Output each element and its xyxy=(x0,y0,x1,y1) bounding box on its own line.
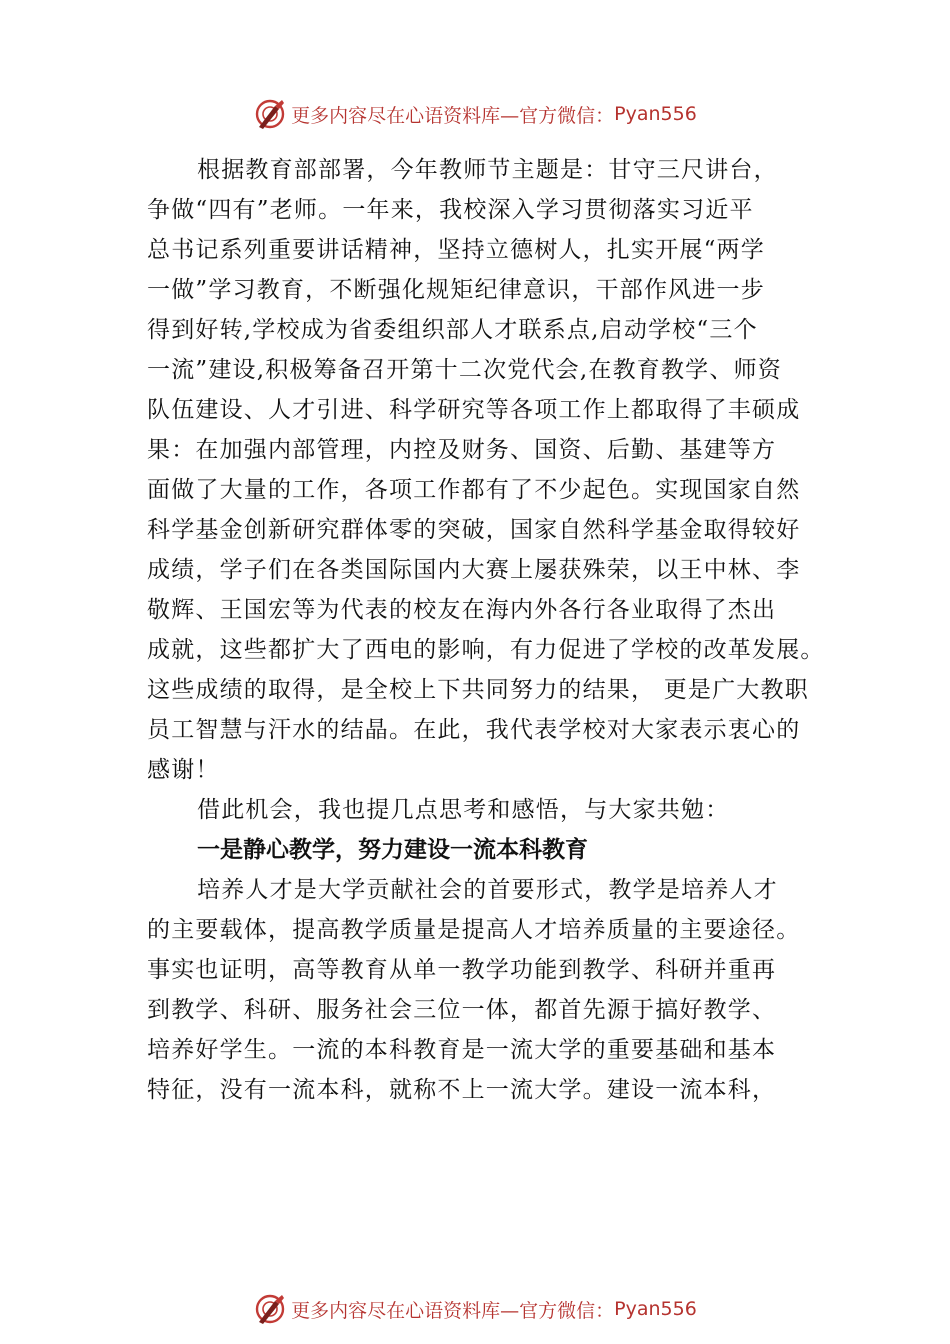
text-line: 果：在加强内部管理，内控及财务、国资、后勤、基建等方 xyxy=(147,437,777,463)
text-line: 敬辉、王国宏等为代表的校友在海内外各行各业取得了杰出 xyxy=(147,597,777,623)
text-line: 根据教育部部署，今年教师节主题是：甘守三尺讲台， xyxy=(197,157,778,183)
text-line: 争做“四有”老师。一年来，我校深入学习贯彻落实习近平 xyxy=(147,197,754,223)
text-line: 借此机会，我也提几点思考和感悟，与大家共勉： xyxy=(197,797,730,823)
text-line: 员工智慧与汗水的结晶。在此，我代表学校对大家表示衷心的 xyxy=(147,717,801,743)
text-line: 特征，没有一流本科，就称不上一流大学。建设一流本科， xyxy=(147,1077,777,1103)
text-line: 队伍建设、人才引进、科学研究等各项工作上都取得了丰硕成 xyxy=(147,397,801,423)
banner-wechat-id: Pyan556 xyxy=(614,103,697,125)
text-line: 面做了大量的工作，各项工作都有了不少起色。实现国家自然 xyxy=(147,477,801,503)
text-line: 成绩，学子们在各类国际国内大赛上屡获殊荣，以王中林、李 xyxy=(147,557,801,583)
brush-logo-icon xyxy=(253,97,287,131)
text-line: 培养好学生。一流的本科教育是一流大学的重要基础和基本 xyxy=(147,1037,777,1063)
banner-text: 更多内容尽在心语资料库—官方微信： xyxy=(291,104,615,127)
banner-text: 更多内容尽在心语资料库—官方微信： xyxy=(291,1299,615,1322)
text-line: 成就，这些都扩大了西电的影响，有力促进了学校的改革发展。 xyxy=(147,637,825,663)
text-line: 得到好转,学校成为省委组织部人才联系点,启动学校“三个 xyxy=(147,317,758,343)
text-line: 感谢！ xyxy=(147,757,220,783)
text-line: 一做”学习教育，不断强化规矩纪律意识，干部作风进一步 xyxy=(147,277,765,303)
header-banner xyxy=(0,96,950,132)
text-line: 这些成绩的取得，是全校上下共同努力的结果， 更是广大教职 xyxy=(147,677,809,703)
paragraph-1 xyxy=(147,150,837,790)
document-body xyxy=(147,150,837,1110)
paragraph-2 xyxy=(147,790,837,830)
text-line: 的主要载体，提高教学质量是提高人才培养质量的主要途径。 xyxy=(147,917,801,943)
brush-logo-icon xyxy=(253,1292,287,1326)
text-line: 总书记系列重要讲话精神，坚持立德树人，扎实开展“两学 xyxy=(147,237,765,263)
text-line: 到教学、科研、服务社会三位一体，都首先源于搞好教学、 xyxy=(147,997,777,1023)
text-line: 科学基金创新研究群体零的突破，国家自然科学基金取得较好 xyxy=(147,517,801,543)
text-line: 一流”建设,积极筹备召开第十二次党代会,在教育教学、师资 xyxy=(147,357,782,383)
paragraph-3 xyxy=(147,870,837,1110)
text-line: 事实也证明，高等教育从单一教学功能到教学、科研并重再 xyxy=(147,957,777,983)
text-line: 培养人才是大学贡献社会的首要形式，教学是培养人才 xyxy=(197,877,778,903)
footer-banner xyxy=(0,1291,950,1327)
banner-wechat-id: Pyan556 xyxy=(614,1298,697,1320)
section-heading: 一是静心教学，努力建设一流本科教育 xyxy=(197,837,588,863)
